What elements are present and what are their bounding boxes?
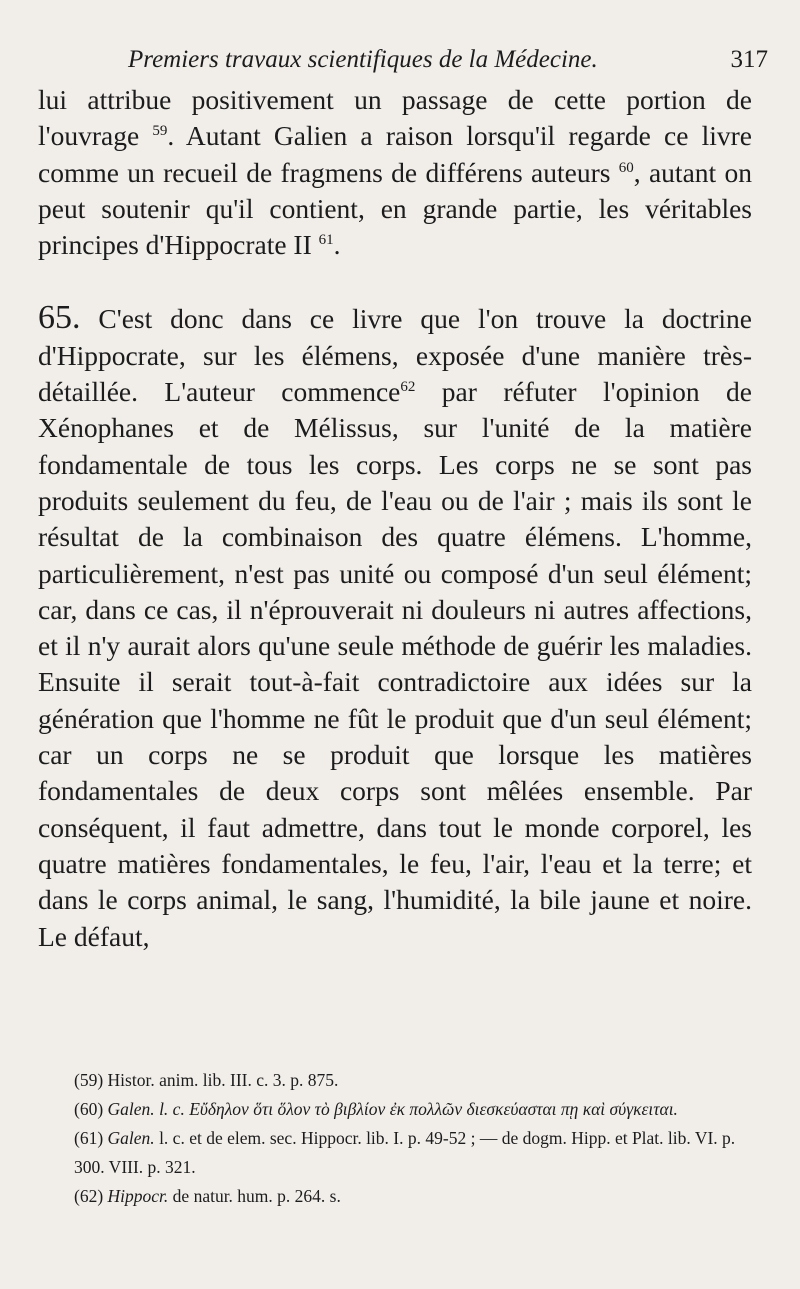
paragraph-text: , autant on peut soutenir qu'il contient, en grande partie, les véritables principes d'Hippocrate II [38,156,752,261]
footnote-59 [74,1066,764,1095]
footnote-text: Histor. anim. lib. III. c. 3. p. 875. [103,1070,339,1090]
footnote-ref-59: 59 [152,123,168,140]
footnote-mark: (62) [74,1186,104,1206]
paragraph-text: par réfuter l'opinion de Xénophanes et de Mélissus, sur l'unité de la matière fondamentale de tous les corps. Les corps ne se sont pas produits seulement du feu, de l'eau ou de l'air ; mais ils sont le résultat de la combinaison des quatre élémens. L'homme, particulièrement, n'est pas unité ou composé d'un seul élément; car, dans ce cas, il n'éprouverait ni douleurs ni autres affections, et il n'y aurait alors qu'une seule méthode de guérir les maladies. Ensuite il serait tout-à-fait contradictoire aux idées sur la génération que l'homme ne fût le produit que d'un seul élément; car un corps ne se produit que lorsque les matières fondamentales de deux corps sont mêlées ensemble. Par conséquent, il faut admettre, dans tout le monde corporel, les quatre matières fondamentales, le feu, l'air, l'eau et la terre; et dans le corps animal, le sang, l'humidité, la bile jaune et noire. Le défaut, [38,376,752,952]
footnote-mark: (61) [74,1128,104,1148]
body-text [38,82,752,955]
running-head-title: Premiers travaux scientifiques de la Médecine. [128,46,598,73]
footnote-ref-60: 60 [618,159,634,176]
footnote-60 [74,1095,764,1124]
paragraph-text: C'est donc dans ce livre que l'on trouve la doctrine d'Hippocrate, sur les élémens, exposée d'une manière très-détaillée. L'auteur commence [38,303,752,408]
footnote-ref-62: 62 [400,378,416,395]
footnotes [74,1066,764,1211]
paragraph-text: . Autant Galien a raison lorsqu'il regarde ce livre comme un recueil de fragmens de différens auteurs [38,120,752,188]
running-head [128,40,768,80]
footnote-62 [74,1182,764,1211]
page-number: 317 [730,46,768,73]
footnote-ref-61: 61 [318,232,334,249]
paragraph-65 [38,300,752,954]
footnote-text: de natur. hum. p. 264. s. [168,1186,341,1206]
footnote-author: Hippocr. [107,1186,169,1206]
footnote-text: l. c. Εὔδηλον ὅτι ὅλον τὸ βιβλίον ἐκ πολλῶν διεσκεύασται πῃ καὶ σύγκειται. [154,1099,678,1119]
footnote-author: Galen. [107,1128,155,1148]
footnote-text: l. c. et de elem. sec. Hippocr. lib. I. p. 49-52 ; — de dogm. Hipp. et Plat. lib. VI. p. 300. VIII. p. 321. [74,1128,736,1177]
paragraph-continuation [38,82,752,263]
footnote-mark: (60) [74,1099,104,1119]
paragraph-text: lui attribue positivement un passage de cette portion de l'ouvrage [38,84,752,152]
footnote-mark: (59) [74,1070,104,1090]
footnote-author: Galen. [107,1099,155,1119]
section-number: 65. [38,299,81,337]
footnote-61 [74,1124,764,1182]
paragraph-text: . [333,229,341,261]
